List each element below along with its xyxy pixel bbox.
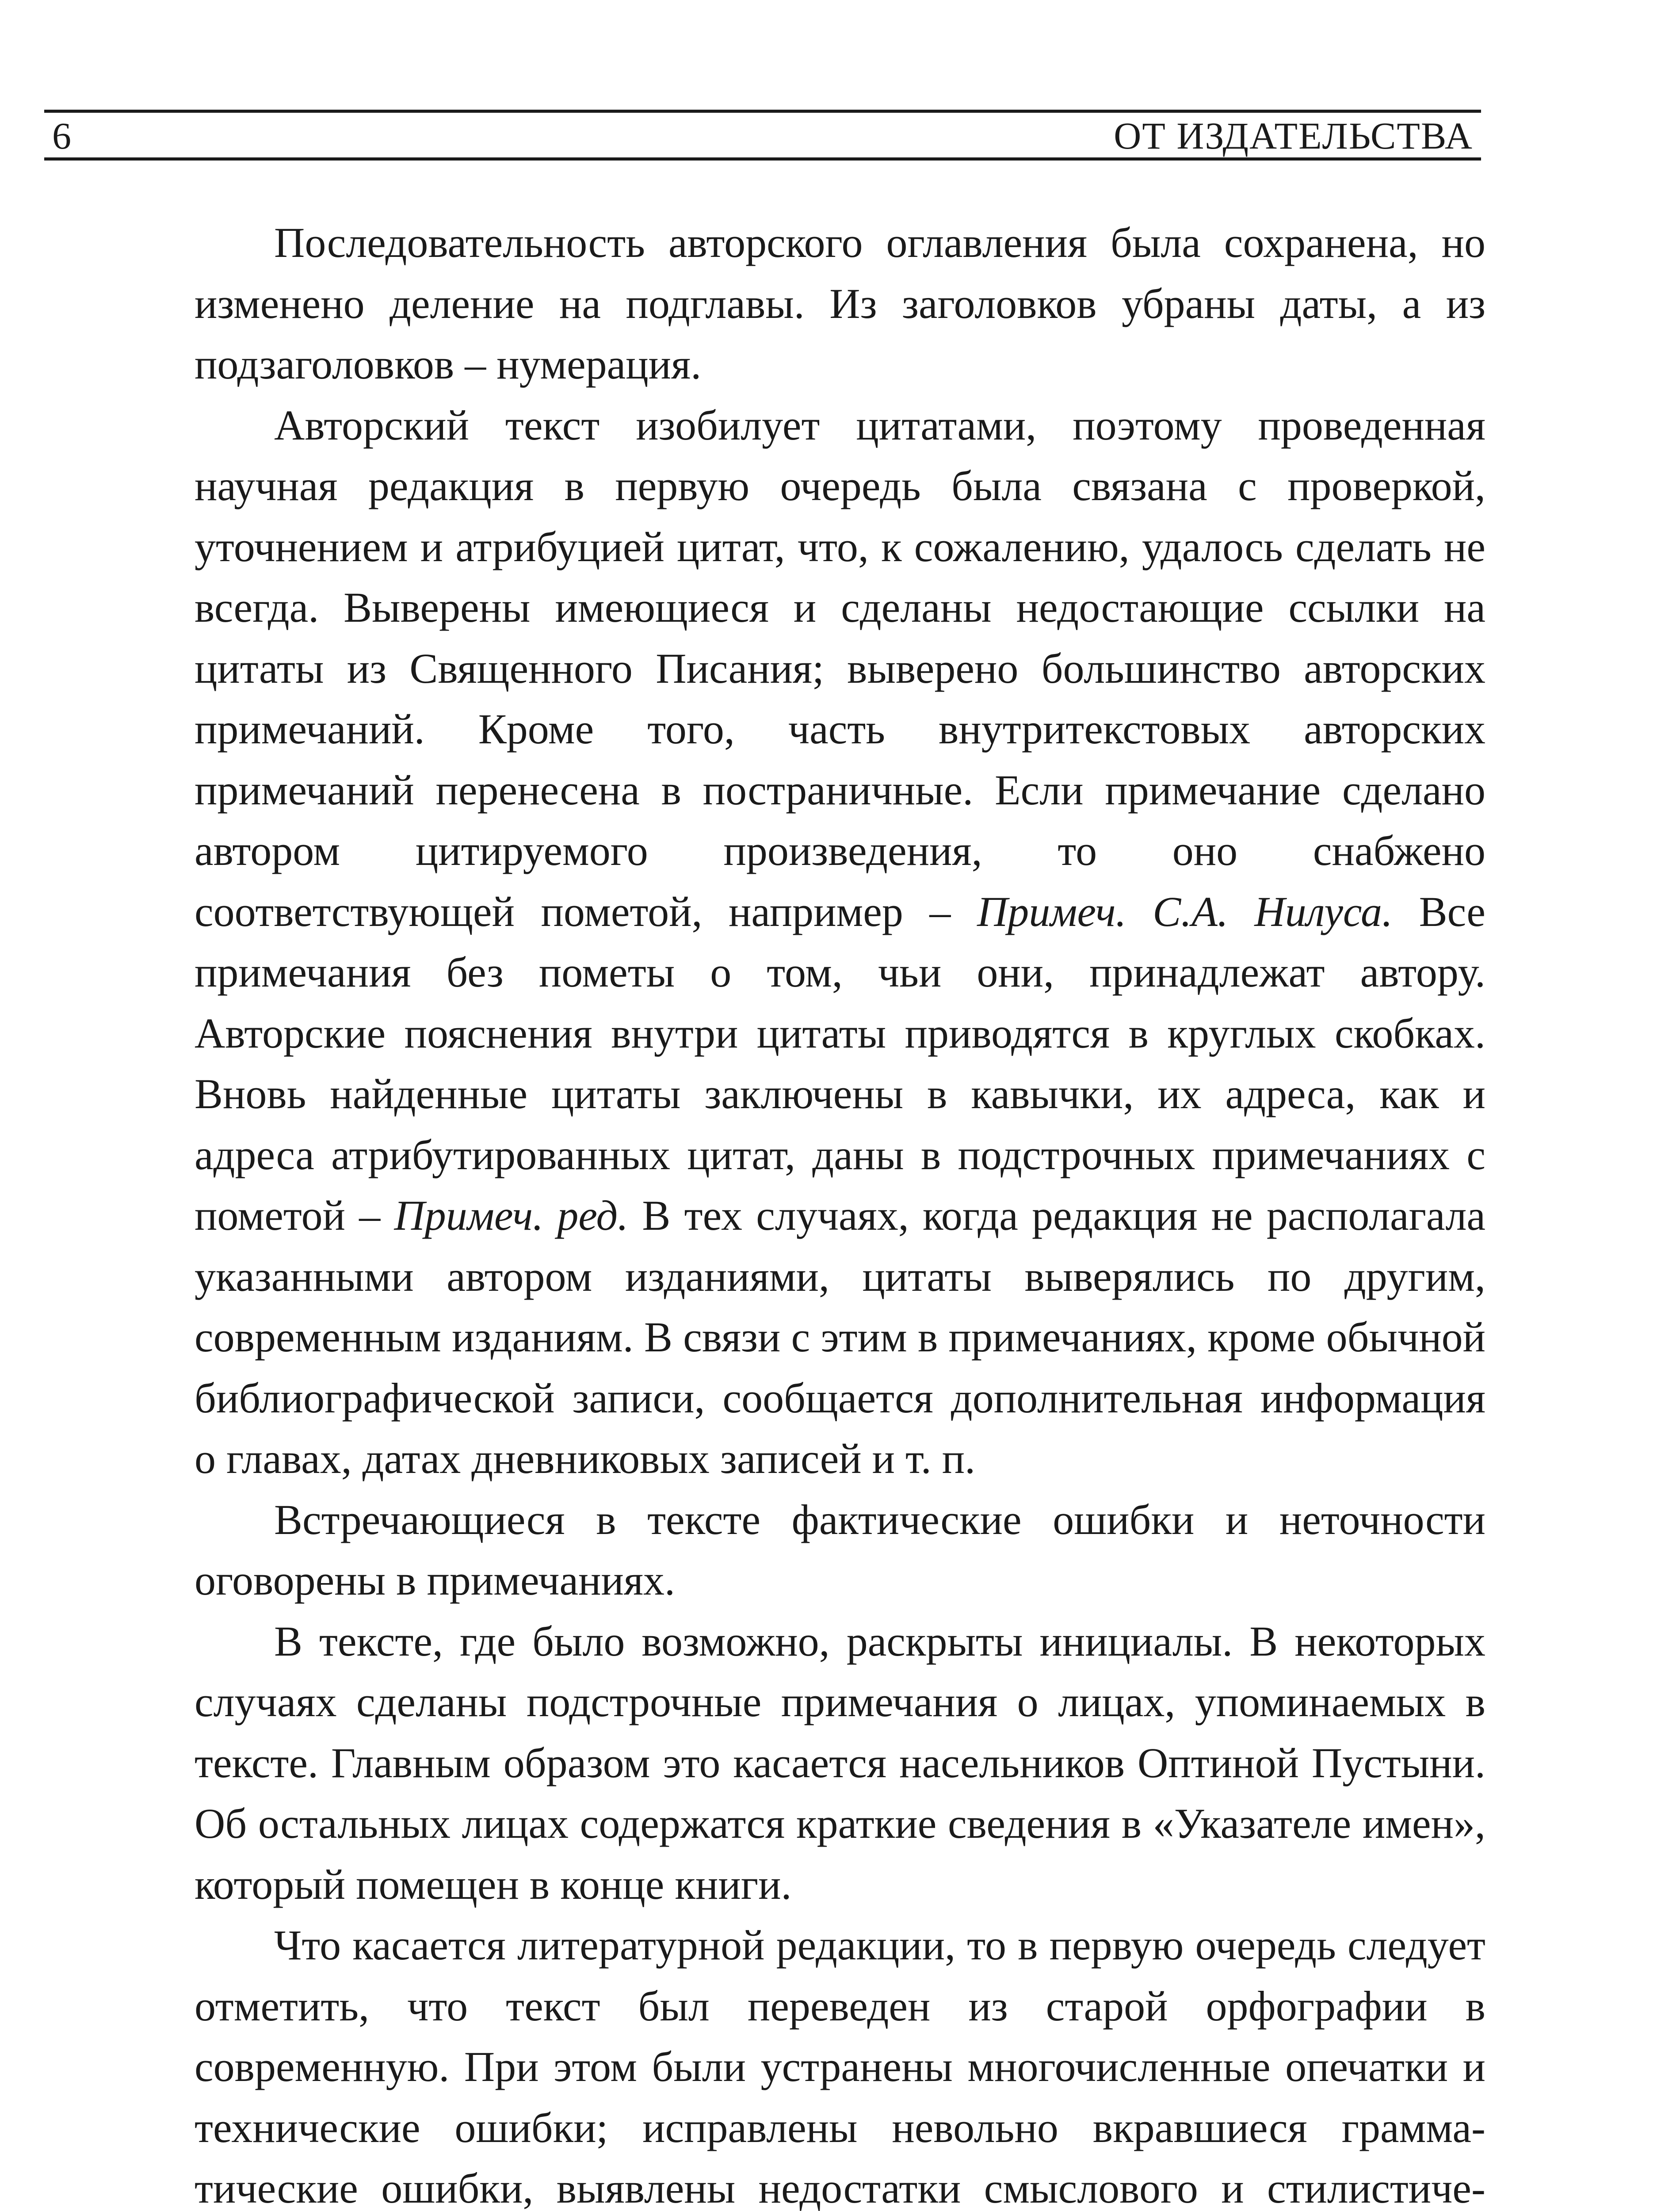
paragraph-4: В тексте, где было возможно, раскрыты инициалы. В некоторых случаях сделаны подстрочные примечания о лицах, упоминаемых в тексте. Главным образом это касается насельников Оптиной Пустыни. Об остальных лицах содержатся краткие сведения в «Указателе имен», который помещен в конце книги. [195, 1617, 1485, 1908]
paragraph-3: Встречающиеся в тексте фактические ошибки и неточности оговорены в примечаниях. [195, 1496, 1485, 1604]
header-rule-bottom [44, 157, 1481, 161]
header-rule-top [44, 110, 1481, 113]
running-head [44, 116, 1481, 156]
paragraph-2 [195, 395, 1485, 1489]
paragraph-2-part-2: Все примечания без пометы о том, чьи они, принадлежат автору. Авторские пояснения внутри цитаты приводятся в круглых скобках. Вновь найденные цитаты заключены в кавычки, их адреса, как и адреса атрибутированных цитат, даны в подстрочных примечаниях с пометой – [195, 887, 1486, 1239]
paragraph-2-part-3: В тех случаях, когда редакция не располагала указанными автором изданиями, цитаты выверялись по другим, современным изданиям. В связи с этим в примечаниях, кроме обычной библиографической записи, сообщается дополнительная информация о главах, датах дневниковых записей и т. п. [195, 1192, 1486, 1482]
paragraph-1: Последовательность авторского оглавления была сохранена, но изменено деление на подглавы. Из заголовков убраны даты, а из подзаголовков – нумерация. [195, 219, 1485, 388]
section-title: ОТ ИЗДАТЕЛЬСТВА [1114, 115, 1473, 157]
note-mark-editor: Примеч. ред. [394, 1192, 629, 1239]
paragraph-2-part-1: Авторский текст изобилует цитатами, поэтому проведенная научная редакция в первую очередь была связана с проверкой, уточнением и атрибуцией цитат, что, к сожалению, удалось сделать не всегда. Выверены имеющиеся и сделаны недостающие ссылки на цитаты из Священного Писания; выверено большинство авторских примечаний. Кроме того, часть внутритекстовых авторских примечаний перенесена в постраничные. Если примечание сделано автором цитируемого произведения, то оно снабжено соответствующей пометой, например – [195, 401, 1485, 935]
paragraph-5: Что касается литературной редакции, то в первую очередь следует отметить, что текст был переведен из старой орфографии в современную. При этом были устранены многочисленные опечатки и технические ошибки; исправлены невольно вкравшиеся грамматические ошибки, выявлены недостатки смыслового и стилистиче [195, 1921, 1485, 2211]
note-mark-nilus: Примеч. С.А. Нилуса. [977, 887, 1393, 935]
body-text [195, 212, 1485, 2211]
page-number: 6 [52, 115, 71, 157]
